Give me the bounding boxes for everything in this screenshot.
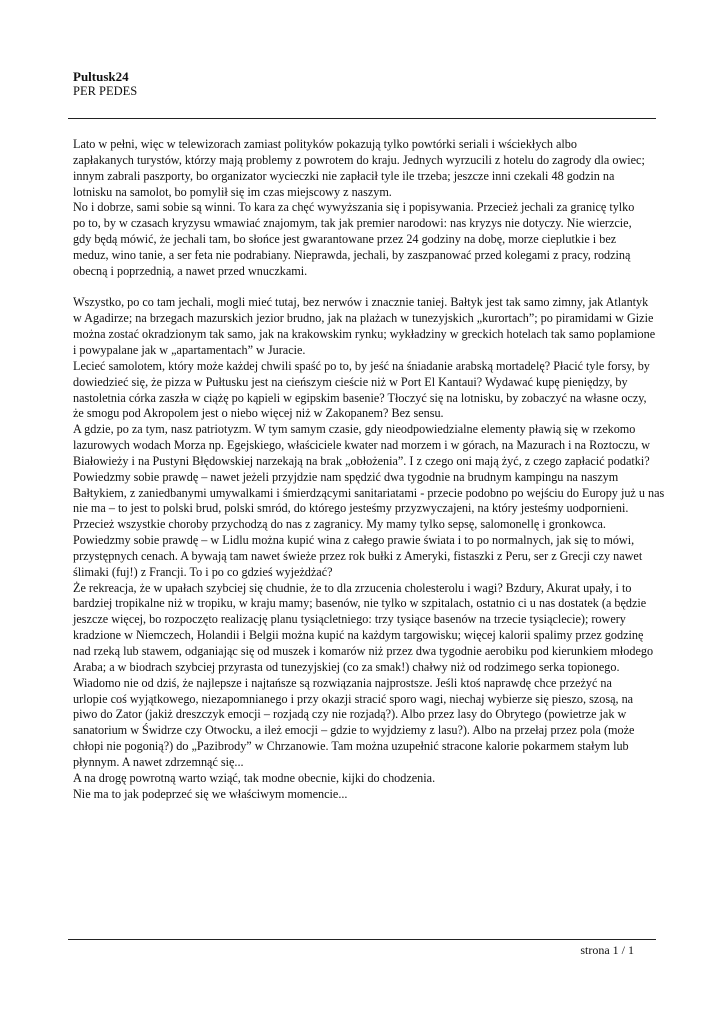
text-line: nad rzeką lub stawem, odganiając się od muszek i komarów niż przez dwa tygodnie aerobiku pod kierunkiem młodego [73, 644, 654, 658]
text-line: ślimaki (fuj!) z Francji. To i po co gdzieś wyjeżdżać? [73, 564, 333, 579]
text-line: po to, by w czasach kryzysu wmawiać znajomym, tak jak premier narodowi: nas kryzys nie dotyczy. Nie wierzcie, [73, 216, 632, 231]
text-line: zapłakanych turystów, którzy mają problemy z powrotem do kraju. Jednych wyrzucili z hotelu do zagrody dla owiec; [73, 152, 645, 167]
text-line: Araba; a w biodrach szybciej przyrasta od tunezyjskiej (co za smak!) chałwy niż od rodzimego serka topionego. [73, 659, 620, 674]
text-line: chłopi nie pogonią?) do „Pazibrody” w Chrzanowie. Tam można uzupełnić stracone kalorie pokarmem stałym lub [73, 739, 629, 754]
text-line: dowiedzieć się, że pizza w Pułtusku jest na cieńszym cieście niż w Port El Kantaui? Wydawać kupę pieniędzy, by [73, 374, 628, 389]
text-line: można zostać okradzionym tak samo, jak na krakowskim rynku; wykładziny w greckich hotelach tak samo poplamione [73, 327, 656, 342]
text-line: lotnisku na samolot, bo pomylił się im czas miejscowy z naszym. [73, 184, 392, 199]
text-line: urlopie coś wyjątkowego, niezapomnianego i przy okazji stracić sporo wagi, niechaj wybierze się pieszo, szosą, na [73, 691, 634, 706]
document-subtitle: PER PEDES [73, 84, 138, 98]
text-line: lazurowych wodach Morza np. Egejskiego, właściciele kwater nad morzem i w górach, na Mazurach i na Roztoczu, w [73, 438, 650, 453]
text-line: płynnym. A nawet zdrzemnąć się... [73, 754, 244, 769]
text-line: jeszcze więcej, bo rozpoczęto realizację planu tysiącletniego: trzy tysiące basenów na trzecie tysiąclecie); rowery [73, 612, 626, 627]
text-line: Że rekreacja, że w upałach szybciej się chudnie, że to dla zrzucenia cholesterolu i wagi? Bzdury, Akurat upały, i to [73, 580, 632, 595]
text-line: sanatorium w Świdrze czy Otwocku, a ileż emocji – gdzie to wyjdziemy z lasu?). Albo na przełaj przez pola (może [73, 723, 635, 738]
text-line: A gdzie, po za tym, nasz patriotyzm. W tym samym czasie, gdy nieodpowiedzialne elementy pławią się w rzekomo [73, 422, 636, 437]
paragraph-gap [73, 280, 663, 296]
page-number: strona 1 / 1 [580, 943, 634, 957]
text-line: Powiedzmy sobie prawdę – w Lidlu można kupić wina z całego prawie świata i to po normalnych, jak się to mówi, [73, 533, 635, 548]
text-line: No i dobrze, sami sobie są winni. To kara za chęć wywyższania się i popisywania. Przecież jechali za granicę tylko [73, 200, 635, 215]
article-body [73, 137, 663, 802]
text-line: Wszystko, po co tam jechali, mogli mieć tutaj, bez nerwów i znacznie taniej. Bałtyk jest tak samo zimny, jak Atlantyk [73, 295, 649, 310]
text-line: przystępnych cenach. A bywają tam nawet świeże przez rok bułki z Ameryki, fistaszki z Peru, ser z Grecji czy nawet [73, 548, 643, 563]
text-line: Lecieć samolotem, który może każdej chwili spaść po to, by jeść na śniadanie arabską mortadelę? Płacić tyle forsy, by [73, 358, 650, 373]
text-line: Nie ma to jak podeprzeć się we właściwym momencie... [73, 786, 348, 801]
document-title: Pultusk24 [73, 69, 129, 84]
document-header [73, 69, 137, 99]
text-line: meduz, wino tanie, a ser feta nie podrabiany. Nieprawda, jechali, by zaszpanować przed kolegami z pracy, rodziną [73, 247, 631, 262]
text-line: gdy będą mówić, że jechali tam, bo słońce jest gwarantowane przez 24 godziny na dobę, morze cieplutkie i bez [73, 232, 617, 247]
text-line: kradzione w Niemczech, Holandii i Belgii można kupić na każdym targowisku; więcej kalorii spalimy przez godzinę [73, 628, 644, 643]
text-line: Lato w pełni, więc w telewizorach zamiast polityków pokazują tylko powtórki seriali i wściekłych albo [73, 137, 577, 151]
text-line: Powiedzmy sobie prawdę – nawet jeżeli przyjdzie nam spędzić dwa tygodnie na brudnym kampingu na naszym [73, 469, 619, 484]
text-line: Białowieży i na Pustyni Błędowskiej narzekają na brak „obłożenia”. I z czego oni mają żyć, z czego zapłacić podatki? [73, 453, 650, 468]
text-line: piwo do Zator (jakiż dreszczyk emocji – rozjadą czy nie rozjadą?). Albo przez lasy do Obrytego (powietrze jak w [73, 707, 627, 722]
text-line: w Agadirze; na brzegach mazurskich jezior brudno, jak na plażach w tunezyjskich „kurortach”; po piramidami w Gizie [73, 311, 654, 326]
text-line: nastoletnia córka zaszła w ciążę po kąpieli w egipskim basenie? Tłoczyć się na lotnisku, by zobaczyć na własne oczy, [73, 390, 647, 405]
text-line: obecną i poprzednią, a nawet przed wnuczkami. [73, 263, 308, 278]
text-line: nie ma – to jest to polski brud, polski smród, do którego jesteśmy przyzwyczajeni, na który jesteśmy uodpornieni. [73, 501, 629, 516]
text-line: że smogu pod Akropolem jest o niebo więcej niż w Zakopanem? Bez sensu. [73, 406, 444, 421]
text-line: Przecież wszystkie choroby przychodzą do nas z zagranicy. My mamy tylko sepsę, salomonellę i gronkowca. [73, 517, 606, 532]
header-divider [68, 118, 656, 119]
text-line: Wiadomo nie od dziś, że najlepsze i najtańsze są rozwiązania najprostsze. Jeśli ktoś naprawdę chce przeżyć na [73, 675, 612, 690]
text-line: bardziej tropikalne niż w tropiku, w kraju mamy; basenów, nie tylko w szpitalach, ostatnio ci u nas dostatek (a będzie [73, 596, 647, 611]
text-line: A na drogę powrotną warto wziąć, tak modne obecnie, kijki do chodzenia. [73, 770, 436, 785]
text-line: Bałtykiem, z zaniedbanymi umywalkami i śmierdzącymi sanitariatami - przecie podobno po wejściu do Europy już u nas [73, 485, 665, 500]
text-line: i powypalane jak w „apartamentach” w Juracie. [73, 342, 306, 357]
text-line: innym zabrali paszporty, bo organizator wycieczki nie zapłacił tyle ile trzeba; jeszcze inni czekali 48 godzin na [73, 168, 615, 183]
footer-divider [68, 939, 656, 940]
